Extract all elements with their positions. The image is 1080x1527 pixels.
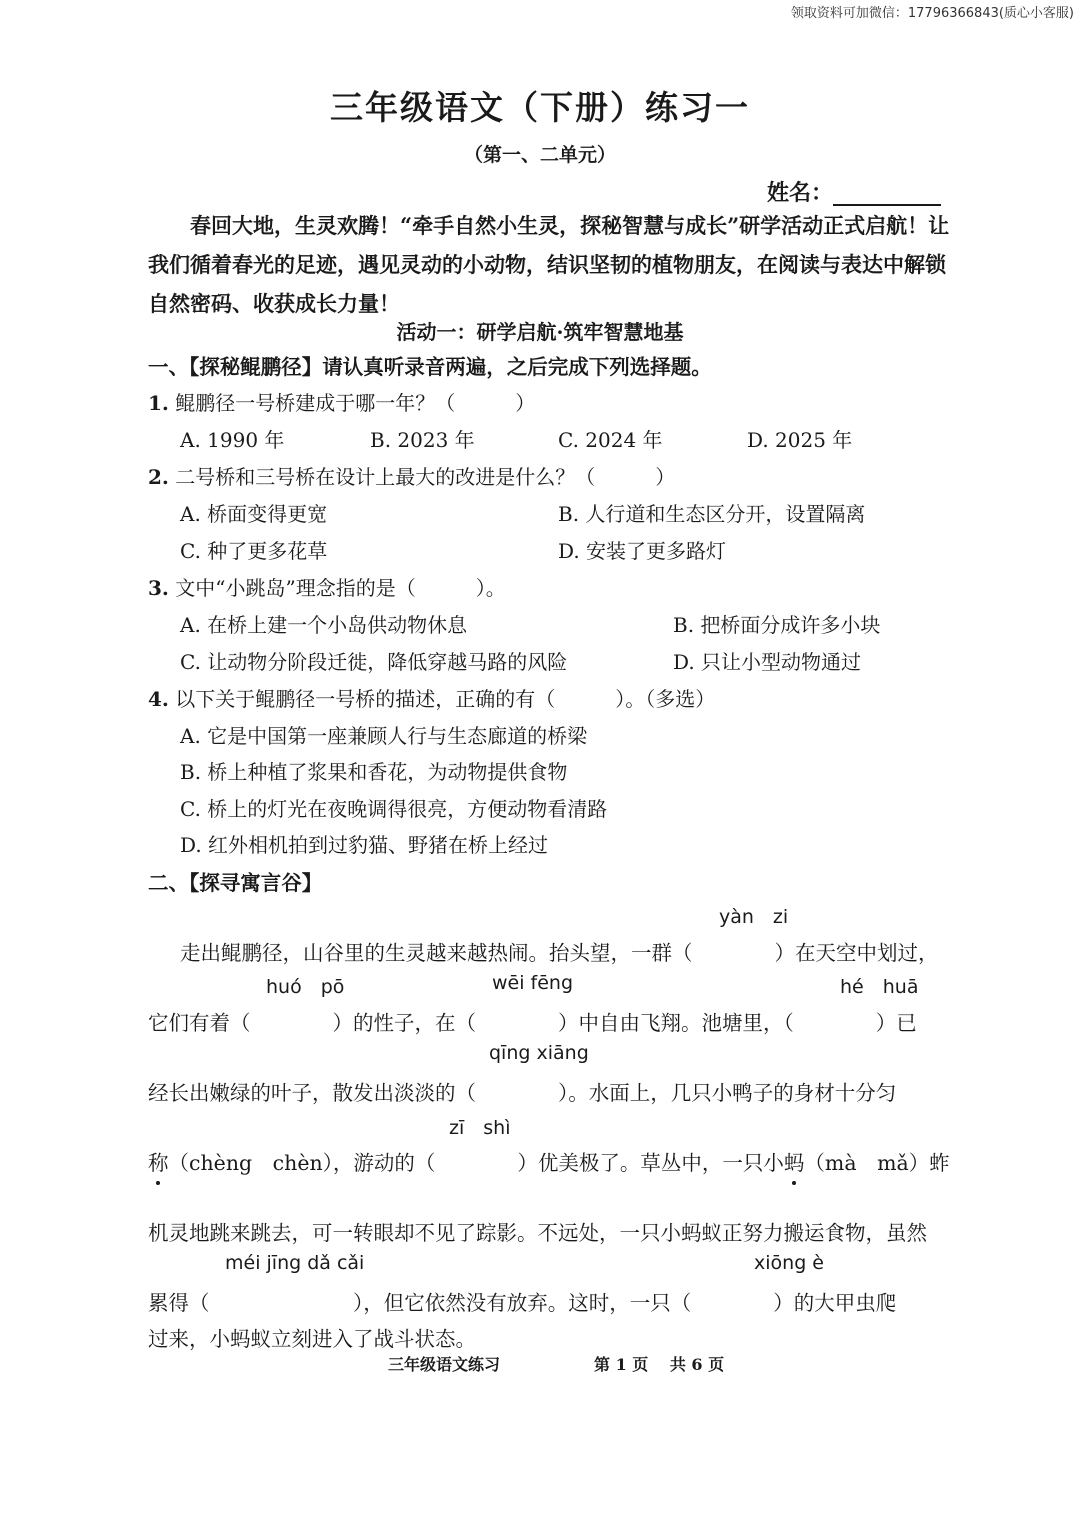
passage-line-7: 过来，小蚂蚁立刻进入了战斗状态。 xyxy=(148,1327,476,1351)
q3-option-b[interactable]: B. 把桥面分成许多小块 xyxy=(673,613,881,637)
q3-option-c[interactable]: C. 让动物分阶段迁徙，降低穿越马路的风险 xyxy=(180,650,568,674)
q2-option-c[interactable]: C. 种了更多花草 xyxy=(180,539,328,563)
question-1: 1. 鲲鹏径一号桥建成于哪一年？（ ） xyxy=(148,391,536,415)
page-title: 三年级语文（下册）练习一 xyxy=(330,88,750,127)
question-4-text: 以下关于鲲鹏径一号桥的描述，正确的有（ ）。（多选） xyxy=(175,687,716,711)
watermark-text: 领取资料可加微信：17796366843(质心小客服) xyxy=(790,6,1074,21)
intro-paragraph xyxy=(148,206,966,323)
intro-line1: 春回大地，生灵欢腾！“牵手自然小生灵，探秘智慧与成长”研学活动正式启航！ xyxy=(190,213,929,238)
pinyin-qingxiang: qīng xiāng xyxy=(489,1042,589,1064)
q3-option-d[interactable]: D. 只让小型动物通过 xyxy=(673,650,862,674)
q4-option-a[interactable]: A. 它是中国第一座兼顾人行与生态廊道的桥梁 xyxy=(180,724,588,748)
q1-option-c[interactable]: C. 2024 年 xyxy=(558,428,663,452)
activity-title: 活动一：研学启航·筑牢智慧地基 xyxy=(396,320,684,344)
q1-option-d[interactable]: D. 2025 年 xyxy=(747,428,853,452)
passage-line-5: 机灵地跳来跳去，可一转眼却不见了踪影。不远处，一只小蚂蚁正努力搬运食物，虽然 xyxy=(148,1221,927,1245)
question-3-text: 文中“小跳岛”理念指的是（ ）。 xyxy=(175,576,506,600)
section2-title: 二、【探寻寓言谷】 xyxy=(148,871,323,895)
footer-page-number: 第 1 页 共 6 页 xyxy=(594,1355,725,1374)
question-2-text: 二号桥和三号桥在设计上最大的改进是什么？（ ） xyxy=(175,465,676,489)
intro-rest: 让我们循着春光的足迹，遇见灵动的小动物，结识坚韧的植物朋友，在阅读与表达中解锁自然密码、收获成长力量！ xyxy=(148,213,950,316)
q2-option-a[interactable]: A. 桥面变得更宽 xyxy=(180,502,328,526)
q2-option-b[interactable]: B. 人行道和生态区分开，设置隔离 xyxy=(558,502,866,526)
passage-line-3: 经长出嫩绿的叶子，散发出淡淡的（ ）。水面上，几只小鸭子的身材十分匀 xyxy=(148,1081,897,1105)
passage-line-4: 称（chèng chèn），游动的（ ）优美极了。草丛中，一只小蚂（mà mǎ）蚱 xyxy=(148,1151,950,1175)
question-2: 2. 二号桥和三号桥在设计上最大的改进是什么？（ ） xyxy=(148,465,676,489)
pinyin-xionge: xiōng è xyxy=(754,1252,824,1274)
passage-line-6: 累得（ ），但它依然没有放弃。这时，一只（ ）的大甲虫爬 xyxy=(148,1291,897,1315)
passage-line-1: 走出鲲鹏径，山谷里的生灵越来越热闹。抬头望，一群（ ）在天空中划过， xyxy=(180,941,939,965)
passage-line-2: 它们有着（ ）的性子，在（ ）中自由飞翔。池塘里，（ ）已 xyxy=(148,1011,917,1035)
q4-option-c[interactable]: C. 桥上的灯光在夜晚调得很亮，方便动物看清路 xyxy=(180,797,608,821)
q2-option-d[interactable]: D. 安装了更多路灯 xyxy=(558,539,727,563)
pinyin-weifeng: wēi fēng xyxy=(492,972,574,994)
q3-option-a[interactable]: A. 在桥上建一个小岛供动物休息 xyxy=(180,613,468,637)
q1-option-a[interactable]: A. 1990 年 xyxy=(180,428,285,452)
name-label: 姓名： xyxy=(767,180,834,206)
q4-option-b[interactable]: B. 桥上种植了浆果和香花，为动物提供食物 xyxy=(180,760,568,784)
footer-subject: 三年级语文练习 xyxy=(388,1355,501,1374)
question-1-text: 鲲鹏径一号桥建成于哪一年？（ ） xyxy=(175,391,536,415)
question-3: 3. 文中“小跳岛”理念指的是（ ）。 xyxy=(148,576,506,600)
pinyin-huopo: huó pō xyxy=(266,976,345,998)
pinyin-meijingdacai: méi jīng dǎ cǎi xyxy=(225,1252,365,1274)
section1-title: 一、【探秘鲲鹏径】请认真听录音两遍，之后完成下列选择题。 xyxy=(148,355,712,379)
q1-option-b[interactable]: B. 2023 年 xyxy=(370,428,475,452)
q4-option-d[interactable]: D. 红外相机拍到过豹猫、野猪在桥上经过 xyxy=(180,833,549,857)
question-4: 4. 以下关于鲲鹏径一号桥的描述，正确的有（ ）。（多选） xyxy=(148,687,716,711)
pinyin-zishi: zī shì xyxy=(449,1117,511,1139)
pinyin-yanzi: yàn zi xyxy=(719,906,789,928)
page-subtitle: （第一、二单元） xyxy=(463,144,616,166)
pinyin-hehua: hé huā xyxy=(840,976,919,998)
